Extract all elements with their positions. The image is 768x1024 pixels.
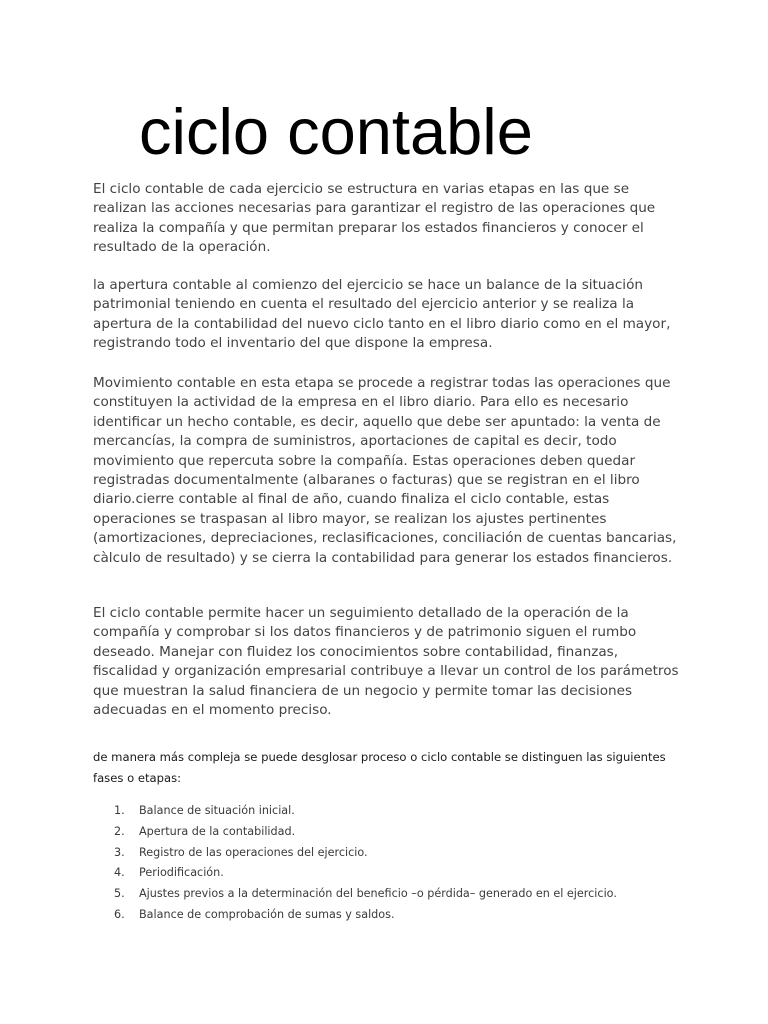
list-item-text: Periodificación. — [139, 866, 224, 880]
list-item-text: Ajustes previos a la determinación del beneficio –o pérdida– generado en el ejercicio. — [139, 887, 617, 901]
list-item-text: Apertura de la contabilidad. — [139, 824, 296, 838]
list-item-number: 1. — [114, 804, 125, 817]
paragraph-intro: El ciclo contable de cada ejercicio se estructura en varias etapas en las que se realizan las acciones necesarias para garantizar el registro de las operaciones que realiza la compañía y que permitan preparar los estados financieros y conocer el resultado de la operación. — [93, 181, 656, 256]
paragraph-movimiento: Movimiento contable en esta etapa se procede a registrar todas las operaciones que constituyen la actividad de la empresa en el libro diario. Para ello es necesario identificar un hecho contable, es decir, aquello que debe ser apuntado: la venta de mercancías, la compra de suministros, aportaciones de capital es decir, todo movimiento que repercuta sobre la compañía. Estas operaciones deben quedar registradas documentalmente (albaranes o facturas) que se registran en el libro diario.cierre contable al final de año, cuando finaliza el ciclo contable, estas operaciones se traspasan al libro mayor, se realizan los ajustes pertinentes (amortizaciones, depreciaciones, reclasificaciones, conciliación de cuentas bancarias, càlculo de resultado) y se cierra la contabilidad para generar los estados financieros. — [93, 375, 677, 566]
list-item-text: Balance de situación inicial. — [139, 804, 295, 817]
list-item — [93, 884, 617, 905]
page-title: ciclo contable — [139, 95, 533, 168]
list-item-number: 3. — [114, 845, 125, 859]
list-item-text: Balance de comprobación de sumas y saldos. — [139, 907, 395, 921]
list-item-number: 5. — [114, 887, 125, 901]
steps-list — [93, 801, 617, 926]
paragraph-apertura: la apertura contable al comienzo del ejercicio se hace un balance de la situación patrimonial teniendo en cuenta el resultado del ejercicio anterior y se realiza la apertura de la contabilidad del nuevo ciclo tanto en el libro diario como en el mayor, registrando todo el inventario del que dispone la empresa. — [93, 277, 671, 352]
paragraph-seguimiento: El ciclo contable permite hacer un seguimiento detallado de la operación de la compañía y comprobar si los datos financieros y de patrimonio siguen el rumbo deseado. Manejar con fluidez los conocimientos sobre contabilidad, finanzas, fiscalidad y organización empresarial contribuye a llevar un control de los parámetros que muestran la salud financiera de un negocio y permite tomar las decisiones adecuadas en el momento preciso. — [93, 605, 679, 719]
list-item-text: Registro de las operaciones del ejercicio. — [139, 845, 368, 859]
list-item — [93, 822, 617, 843]
list-item-number: 4. — [114, 866, 125, 880]
list-item — [93, 843, 617, 864]
list-item — [93, 863, 617, 884]
list-item-number: 6. — [114, 907, 125, 921]
list-item-number: 2. — [114, 824, 125, 838]
list-item — [93, 801, 617, 822]
list-intro: de manera más compleja se puede desglosar proceso o ciclo contable se distinguen las siguientes fases o etapas: — [93, 750, 666, 785]
list-item — [93, 905, 617, 926]
